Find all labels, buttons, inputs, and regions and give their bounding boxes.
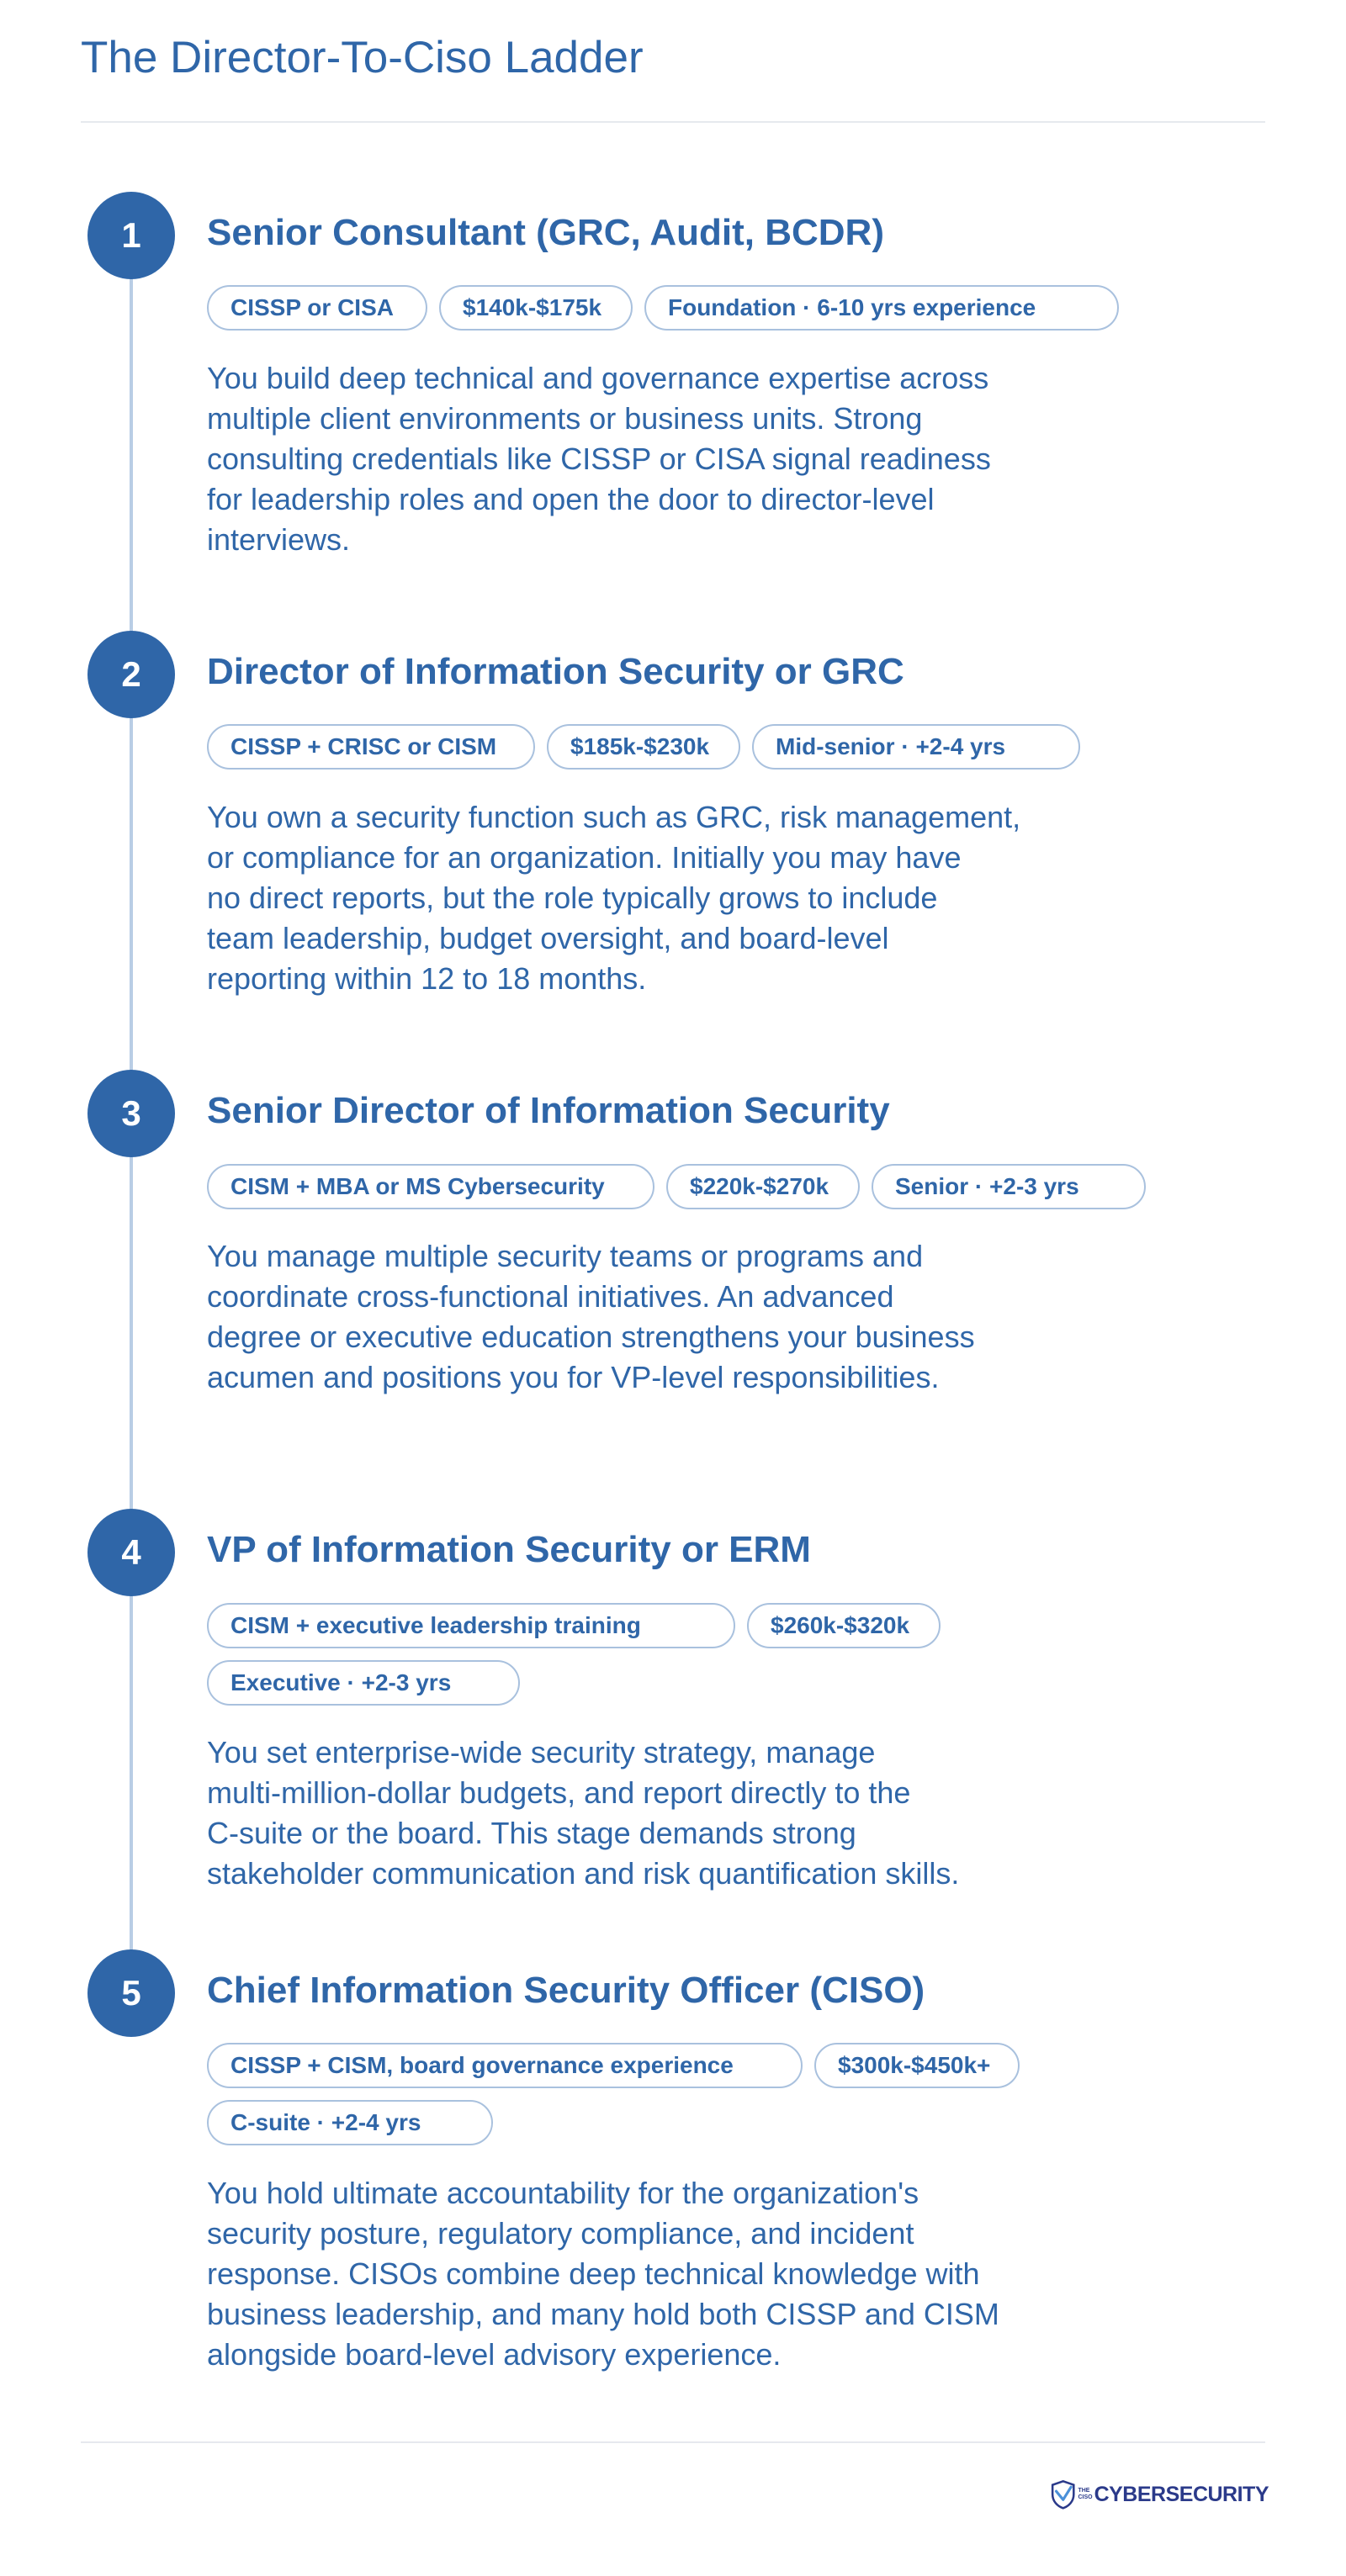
step-2-description	[207, 797, 1099, 999]
logo-small-line: CISO	[1078, 2494, 1093, 2500]
brand-logo	[1050, 2469, 1269, 2520]
step-4-certification-pill: CISM + executive leadership training	[207, 1603, 735, 1648]
step-1-number-badge: 1	[87, 192, 175, 279]
description-line: business leadership, and many hold both CISSP and CISM	[207, 2297, 999, 2331]
step-5-number-badge: 5	[87, 1949, 175, 2037]
step-3-description	[207, 1236, 1099, 1398]
step-1-description	[207, 358, 1099, 560]
step-2-salary-pill: $185k-$230k	[547, 724, 740, 770]
page-title: The Director-To-Ciso Ladder	[81, 33, 644, 82]
step-3-level-pill: Senior · +2-3 yrs	[872, 1164, 1146, 1209]
step-4-salary-pill: $260k-$320k	[747, 1603, 941, 1648]
step-5-level-pill: C-suite · +2-4 yrs	[207, 2100, 493, 2145]
description-line: security posture, regulatory compliance, and incident	[207, 2216, 914, 2251]
description-line: reporting within 12 to 18 months.	[207, 961, 647, 996]
step-4-level-pill: Executive · +2-3 yrs	[207, 1660, 520, 1706]
description-line: alongside board-level advisory experience.	[207, 2337, 782, 2372]
step-5-title: Chief Information Security Officer (CISO)	[207, 1970, 925, 2011]
step-4-description	[207, 1732, 1099, 1894]
header-divider	[81, 121, 1265, 123]
description-line: response. CISOs combine deep technical knowledge with	[207, 2256, 980, 2291]
step-5-certification-pill: CISSP + CISM, board governance experience	[207, 2043, 803, 2088]
description-line: degree or executive education strengthens your business	[207, 1320, 975, 1354]
footer-divider	[81, 2441, 1265, 2443]
description-line: You manage multiple security teams or programs and	[207, 1239, 924, 1273]
step-5-description	[207, 2173, 1099, 2375]
step-4-title: VP of Information Security or ERM	[207, 1529, 811, 1570]
step-2-title: Director of Information Security or GRC	[207, 651, 904, 692]
logo-small-line: THE	[1078, 2488, 1090, 2494]
description-line: multiple client environments or business units. Strong	[207, 401, 923, 436]
description-line: no direct reports, but the role typically grows to include	[207, 881, 938, 915]
description-line: acumen and positions you for VP-level responsibilities.	[207, 1360, 940, 1394]
logo-small-text	[1078, 2488, 1092, 2501]
step-2-level-pill: Mid-senior · +2-4 yrs	[752, 724, 1080, 770]
step-1-salary-pill: $140k-$175k	[439, 285, 633, 331]
step-3-certification-pill: CISM + MBA or MS Cybersecurity	[207, 1164, 654, 1209]
step-2-number-badge: 2	[87, 631, 175, 718]
description-line: coordinate cross-functional initiatives. An advanced	[207, 1279, 894, 1314]
description-line: stakeholder communication and risk quantification skills.	[207, 1856, 960, 1891]
step-3-salary-pill: $220k-$270k	[666, 1164, 860, 1209]
step-3-title: Senior Director of Information Security	[207, 1090, 890, 1131]
step-5-salary-pill: $300k-$450k+	[814, 2043, 1020, 2088]
description-line: or compliance for an organization. Initially you may have	[207, 840, 962, 875]
shield-icon	[1050, 2471, 1076, 2518]
description-line: You hold ultimate accountability for the organization's	[207, 2176, 919, 2210]
step-3-number-badge: 3	[87, 1070, 175, 1157]
description-line: You set enterprise-wide security strategy, manage	[207, 1735, 876, 1769]
description-line: consulting credentials like CISSP or CISA signal readiness	[207, 442, 991, 476]
description-line: interviews.	[207, 522, 351, 557]
description-line: You build deep technical and governance expertise across	[207, 361, 989, 395]
description-line: C-suite or the board. This stage demands strong	[207, 1816, 856, 1850]
description-line: team leadership, budget oversight, and board-level	[207, 921, 889, 955]
step-4-number-badge: 4	[87, 1509, 175, 1596]
description-line: multi-million-dollar budgets, and report directly to the	[207, 1775, 911, 1810]
description-line: for leadership roles and open the door to director-level	[207, 482, 935, 516]
step-1-level-pill: Foundation · 6-10 yrs experience	[644, 285, 1119, 331]
logo-wordmark: CYBERSECURITY	[1094, 2482, 1269, 2506]
step-1-certification-pill: CISSP or CISA	[207, 285, 427, 331]
description-line: You own a security function such as GRC, risk management,	[207, 800, 1021, 834]
step-2-certification-pill: CISSP + CRISC or CISM	[207, 724, 535, 770]
step-1-title: Senior Consultant (GRC, Audit, BCDR)	[207, 212, 884, 253]
